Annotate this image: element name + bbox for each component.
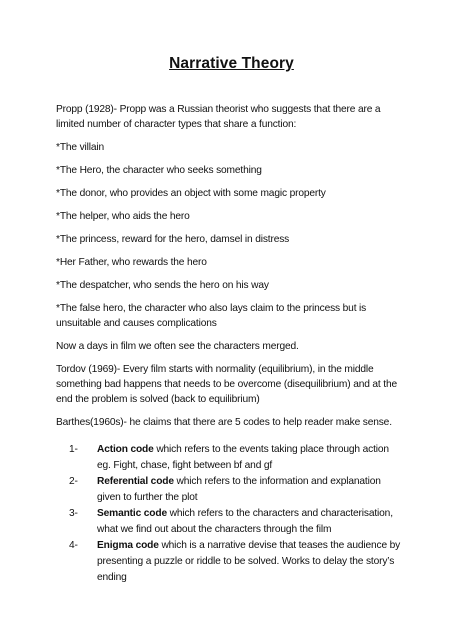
paragraph-barthes: Barthes(1960s)- he claims that there are 5 codes to help reader make sense. bbox=[56, 417, 392, 428]
code-description: which refers to the information and explanation given to further the plot bbox=[97, 476, 381, 503]
paragraph-merged: Now a days in film we often see the characters merged. bbox=[56, 341, 299, 352]
list-number: 3- bbox=[69, 508, 78, 519]
list-item-body bbox=[97, 474, 405, 506]
code-description: which refers to the characters and characterisation, what we find out about the characters through the film bbox=[97, 508, 393, 535]
list-item bbox=[56, 442, 405, 474]
code-term: Action code bbox=[97, 444, 154, 455]
paragraph-princess: *The princess, reward for the hero, damsel in distress bbox=[56, 234, 290, 245]
list-item bbox=[56, 474, 405, 506]
paragraph-hero: *The Hero, the character who seeks something bbox=[56, 165, 262, 176]
list-item bbox=[56, 538, 405, 586]
document-title: Narrative Theory bbox=[169, 55, 294, 72]
paragraph-propp-intro: Propp (1928)- Propp was a Russian theorist who suggests that there are a limited number of character types that share a function: bbox=[56, 104, 381, 130]
code-term: Referential code bbox=[97, 476, 174, 487]
paragraph-false-hero: *The false hero, the character who also lays claim to the princess but is unsuitable and causes complications bbox=[56, 303, 367, 329]
paragraph-villain: *The villain bbox=[56, 142, 105, 153]
list-number: 1- bbox=[69, 444, 78, 455]
paragraph-todorov: Tordov (1969)- Every film starts with normality (equilibrium), in the middle something bad happens that needs to be overcome (disequilibrium) and at the end the problem is solved (back to equilibrium) bbox=[56, 364, 398, 405]
list-number: 2- bbox=[69, 476, 78, 487]
paragraph-donor: *The donor, who provides an object with some magic property bbox=[56, 188, 326, 199]
list-item-body bbox=[97, 538, 405, 586]
code-description: which is a narrative devise that teases the audience by presenting a puzzle or riddle to be solved. Works to delay the story’s ending bbox=[97, 540, 401, 583]
list-item-body bbox=[97, 442, 405, 474]
code-term: Enigma code bbox=[97, 540, 159, 551]
paragraph-despatcher: *The despatcher, who sends the hero on his way bbox=[56, 280, 269, 291]
paragraph-helper: *The helper, who aids the hero bbox=[56, 211, 190, 222]
code-description: which refers to the events taking place through action eg. Fight, chase, fight between bf and gf bbox=[97, 444, 389, 471]
code-term: Semantic code bbox=[97, 508, 167, 519]
list-item bbox=[56, 506, 405, 538]
list-item-body bbox=[97, 506, 405, 538]
list-number: 4- bbox=[69, 540, 78, 551]
barthes-codes-list bbox=[56, 442, 405, 586]
paragraph-father: *Her Father, who rewards the hero bbox=[56, 257, 207, 268]
